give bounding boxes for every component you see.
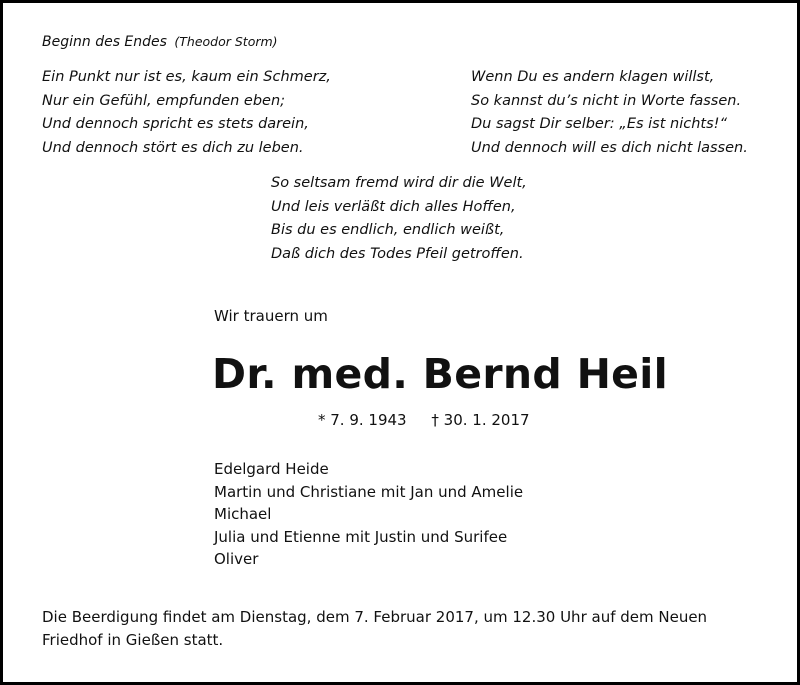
poem-line: So kannst du’s nicht in Worte fassen. — [471, 92, 742, 109]
poem-title: Beginn des Endes — [42, 34, 167, 50]
mourner-entry: Edelgard Heide — [214, 460, 329, 478]
poem-stanza-left — [42, 66, 331, 161]
poem-line: So seltsam fremd wird dir die Welt, — [271, 175, 527, 191]
birth-date: * 7. 9. 1943 — [318, 411, 407, 429]
poem-line: Und leis verläßt dich alles Hoffen, — [271, 198, 516, 215]
death-date: † 30. 1. 2017 — [431, 411, 530, 429]
poem-line: Wenn Du es andern klagen willst, — [471, 69, 715, 85]
funeral-notice: Die Beerdigung findet am Dienstag, dem 7. Februar 2017, um 12.30 Uhr auf dem Neuen Friedhof in Gießen statt. — [42, 608, 708, 649]
poem-author: (Theodor Storm) — [174, 34, 278, 49]
mourners-list — [214, 458, 523, 571]
mourning-intro: Wir trauern um — [214, 307, 328, 325]
poem-stanza-center — [271, 172, 527, 267]
mourner-entry: Martin und Christiane mit Jan und Amelie — [214, 482, 524, 501]
poem-line: Und dennoch stört es dich zu leben. — [42, 140, 304, 157]
poem-line: Ein Punkt nur ist es, kaum ein Schmerz, — [42, 69, 331, 85]
poem-line: Nur ein Gefühl, empfunden eben; — [42, 92, 286, 109]
life-dates — [318, 410, 530, 430]
poem-line: Du sagst Dir selber: „Es ist nichts!“ — [471, 116, 727, 133]
poem-line: Und dennoch spricht es stets darein, — [42, 116, 309, 133]
poem-line: Daß dich des Todes Pfeil getroffen. — [271, 246, 524, 263]
mourner-entry: Michael — [214, 505, 272, 523]
poem-heading — [42, 32, 278, 52]
poem-line: Und dennoch will es dich nicht lassen. — [471, 140, 748, 157]
mourner-entry: Julia und Etienne mit Justin und Surifee — [214, 527, 508, 546]
poem-line: Bis du es endlich, endlich weißt, — [271, 222, 505, 239]
poem-stanza-right — [471, 66, 748, 161]
deceased-name: Dr. med. Bernd Heil — [212, 350, 668, 398]
mourner-entry: Oliver — [214, 550, 259, 568]
